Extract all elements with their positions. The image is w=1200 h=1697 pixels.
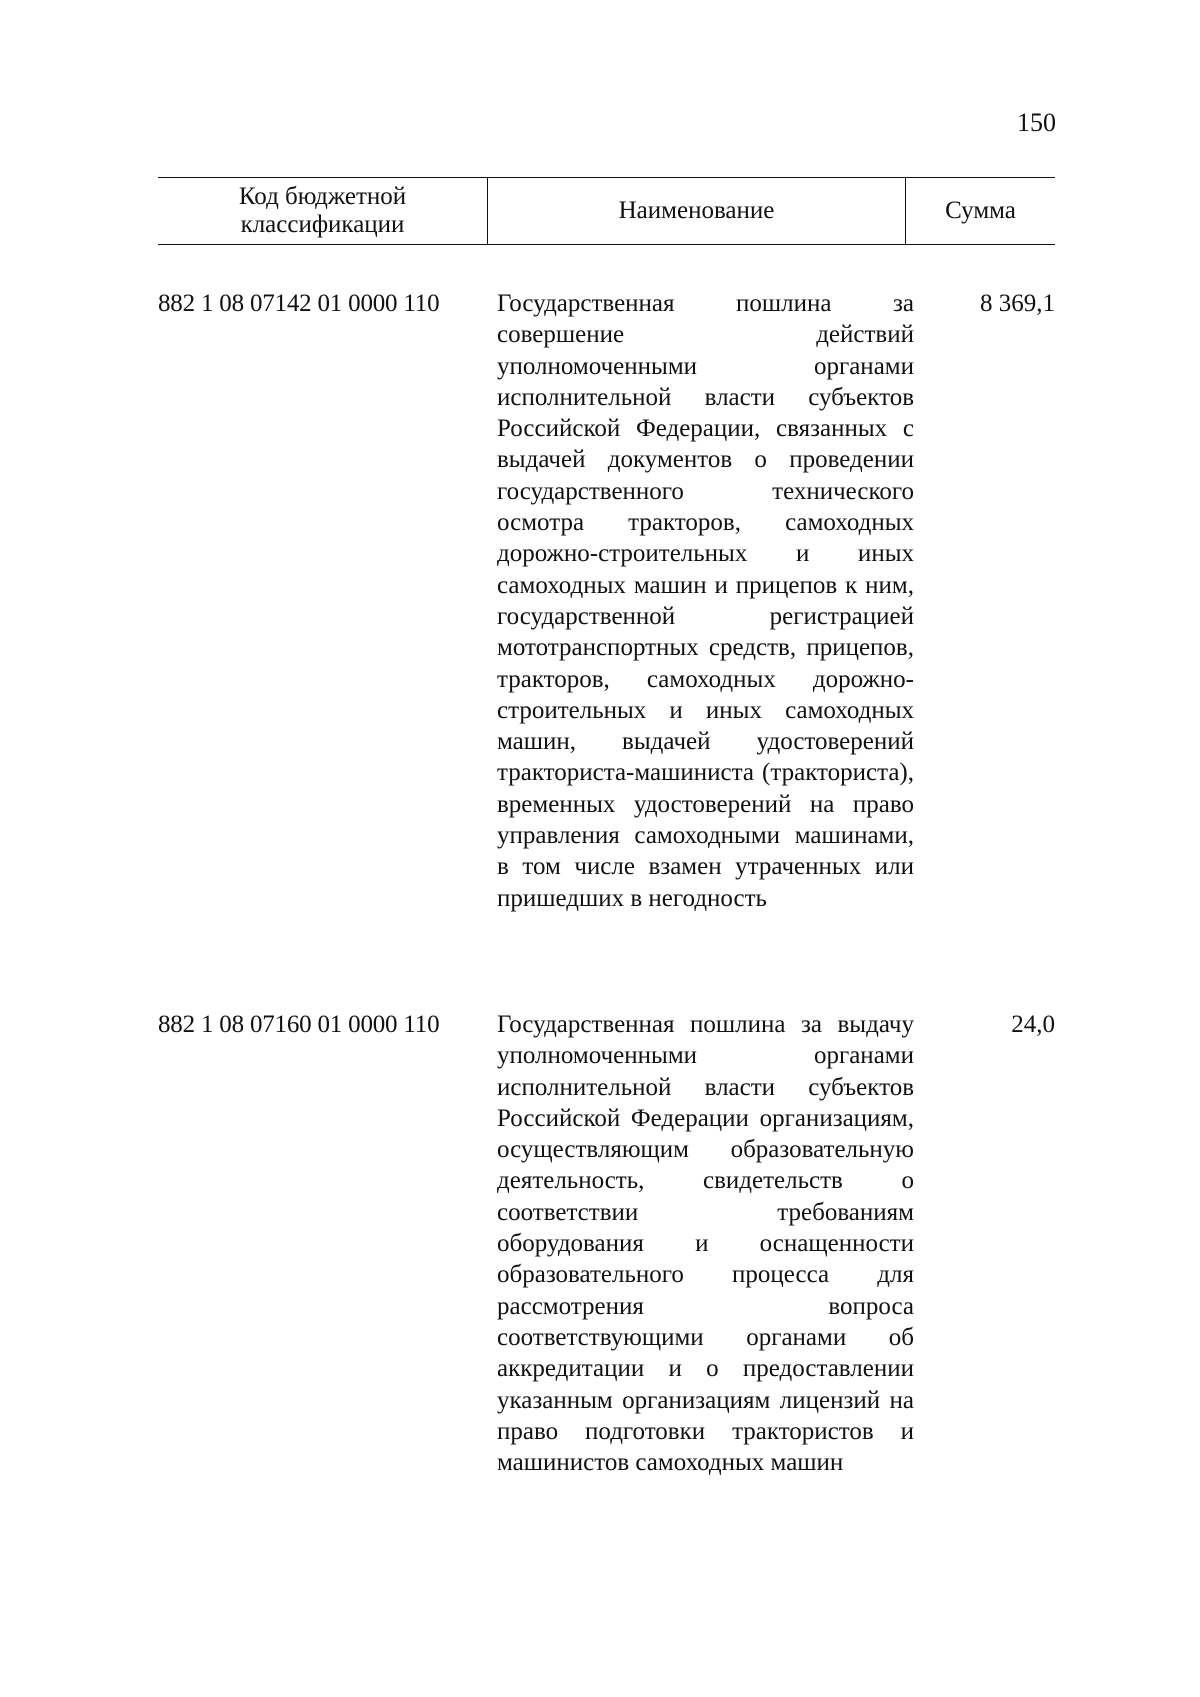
row-description: Государственная пошлина за совершение действий уполномоченными органами исполнительной власти субъектов Российской Федерации, связанных с выдачей документов о проведении государственного технического осмотра тракторов, самоходных дорожно-строительных и иных самоходных машин и прицепов к ним, государственной регистрацией мототранспортных средств, прицепов, тракторов, самоходных дорожно-строительных и иных самоходных машин, выдачей удостоверений тракториста-машиниста (тракториста), временных удостоверений на право управления самоходными машинами, в том числе взамен утраченных или пришедших в негодность	[497, 290, 914, 912]
table-header	[158, 177, 1055, 245]
header-code: Код бюджетной классификации	[158, 178, 488, 244]
row-amount: 24,0	[1011, 1011, 1055, 1038]
row-description: Государственная пошлина за выдачу уполномоченными органами исполнительной власти субъектов Российской Федерации организациям, осуществляющим образовательную деятельность, свидетельств о соответствии требованиям оборудования и оснащенности образовательного процесса для рассмотрения вопроса соответствующими органами об аккредитации и о предоставлении указанным организациям лицензий на право подготовки трактористов и машинистов самоходных машин	[497, 1011, 914, 1477]
header-name: Наименование	[488, 178, 906, 244]
row-amount: 8 369,1	[980, 290, 1055, 317]
header-sum: Сумма	[945, 197, 1016, 224]
budget-code: 882 1 08 07160 01 0000 110	[158, 1011, 440, 1038]
budget-code: 882 1 08 07142 01 0000 110	[158, 290, 440, 317]
page-number: 150	[1017, 108, 1056, 137]
